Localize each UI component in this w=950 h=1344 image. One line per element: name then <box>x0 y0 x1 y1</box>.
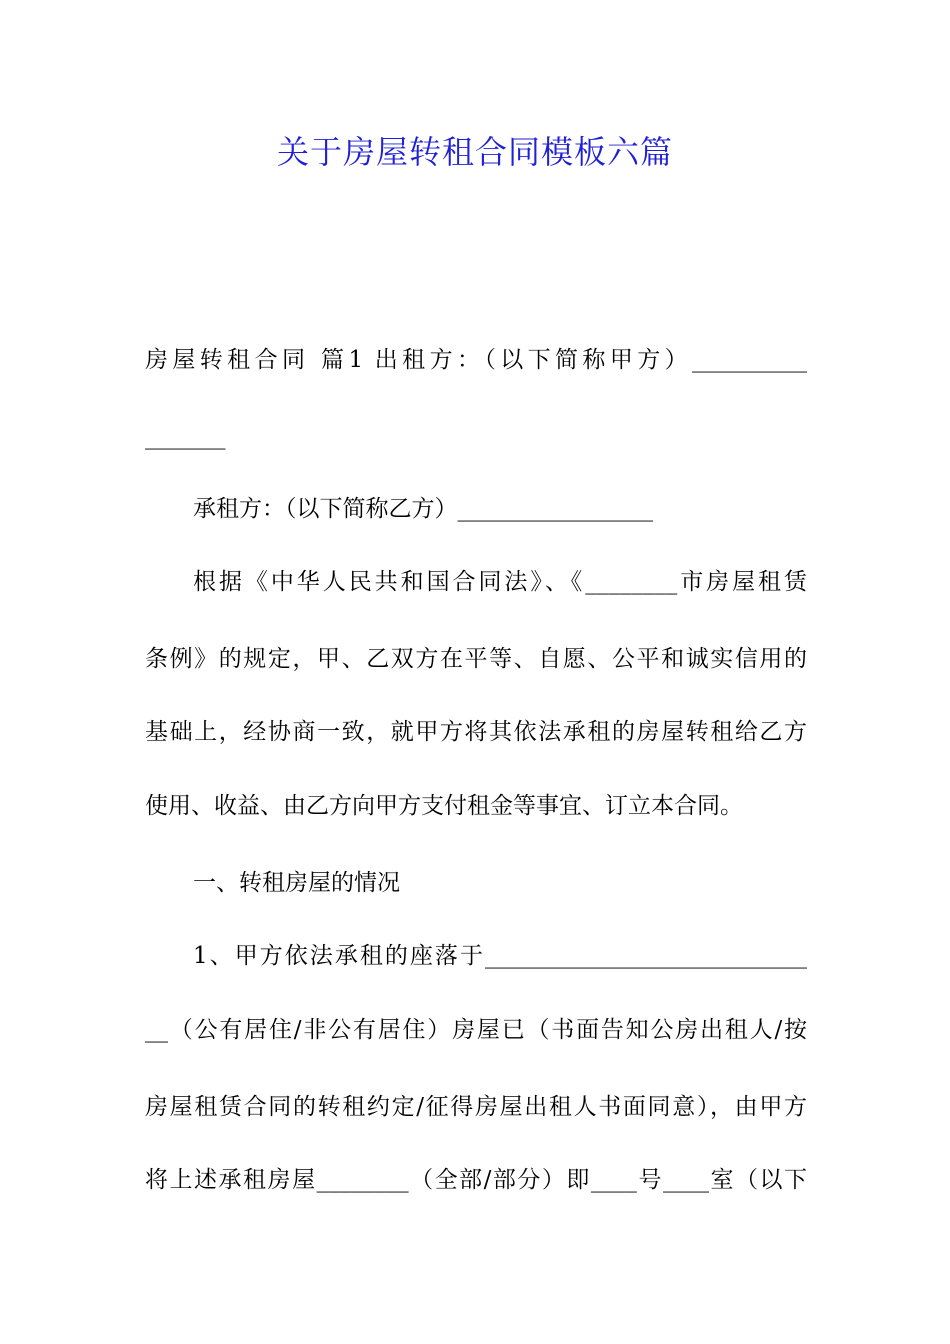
paragraph-line: 房屋租赁合同的转租约定/征得房屋出租人书面同意），由甲方 <box>145 1094 807 1120</box>
paragraph-line: 将上述承租房屋________（全部/部分）即____号____室（以下 <box>145 1167 807 1193</box>
paragraph-line: 条例》的规定，甲、乙双方在平等、自愿、公平和诚实信用的 <box>145 646 807 672</box>
paragraph-line: 1、甲方依法承租的座落于____________________________ <box>193 943 807 969</box>
paragraph-line: 使用、收益、由乙方向甲方支付租金等事宜、订立本合同。 <box>145 793 743 819</box>
paragraph-line: 房屋转租合同 篇1 出租方：（以下简称甲方）__________ <box>145 347 807 373</box>
paragraph-line: 根据《中华人民共和国合同法》、《________市房屋租赁 <box>193 569 807 595</box>
document-title: 关于房屋转租合同模板六篇 <box>276 133 673 171</box>
section-heading: 一、转租房屋的情况 <box>193 870 400 896</box>
paragraph-line: 基础上，经协商一致，就甲方将其依法承租的房屋转租给乙方 <box>145 719 807 745</box>
paragraph-line: 承租方：（以下简称乙方）_________________ <box>193 496 653 522</box>
paragraph-line: __（公有居住/非公有居住）房屋已（书面告知公房出租人/按 <box>145 1017 807 1043</box>
paragraph-line: _______ <box>145 424 226 450</box>
